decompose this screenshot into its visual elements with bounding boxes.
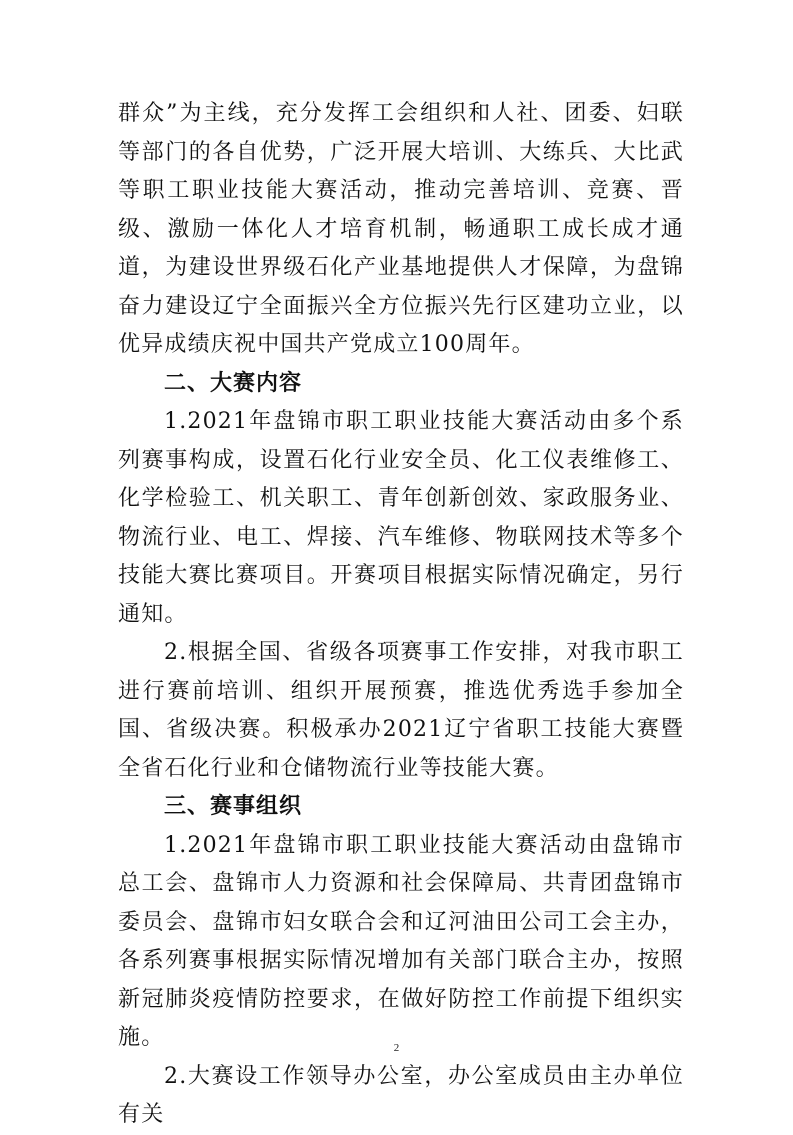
section-heading-contest-content: 二、大赛内容 — [164, 370, 303, 396]
page-number: 2 — [393, 1042, 400, 1054]
body-text — [118, 95, 684, 1135]
paragraph-organization-1: 1.2021年盘锦市职工职业技能大赛活动由盘锦市总工会、盘锦市人力资源和社会保障局、共青团盘锦市委员会、盘锦市妇女联合会和辽河油田公司工会主办，各系列赛事根据实际情况增加有关部门联合主办，按照新冠肺炎疫情防控要求，在做好防控工作前提下组织实施。 — [118, 832, 684, 1050]
section-heading-contest-organization: 三、赛事组织 — [164, 794, 303, 819]
paragraph-contest-content-2: 2.根据全国、省级各项赛事工作安排，对我市职工进行赛前培训、组织开展预赛，推选优秀选手参加全国、省级决赛。积极承办2021辽宁省职工技能大赛暨全省石化行业和仓储物流行业等技能大赛。 — [118, 640, 684, 781]
paragraph-intro-continued: 群众”为主线，充分发挥工会组织和人社、团委、妇联等部门的各自优势，广泛开展大培训、大练兵、大比武等职工职业技能大赛活动，推动完善培训、竞赛、晋级、激励一体化人才培育机制，畅通职工成长成才通道，为建设世界级石化产业基地提供人才保障，为盘锦奋力建设辽宁全面振兴全方位振兴先行区建功立业，以优异成绩庆祝中国共产党成立100周年。 — [118, 101, 684, 357]
paragraph-contest-content-1: 1.2021年盘锦市职工职业技能大赛活动由多个系列赛事构成，设置石化行业安全员、化工仪表维修工、化学检验工、机关职工、青年创新创效、家政服务业、物流行业、电工、焊接、汽车维修、物联网技术等多个技能大赛比赛项目。开赛项目根据实际情况确定，另行通知。 — [118, 409, 684, 627]
paragraph-organization-2: 2.大赛设工作领导办公室，办公室成员由主办单位有关 — [118, 1063, 684, 1127]
